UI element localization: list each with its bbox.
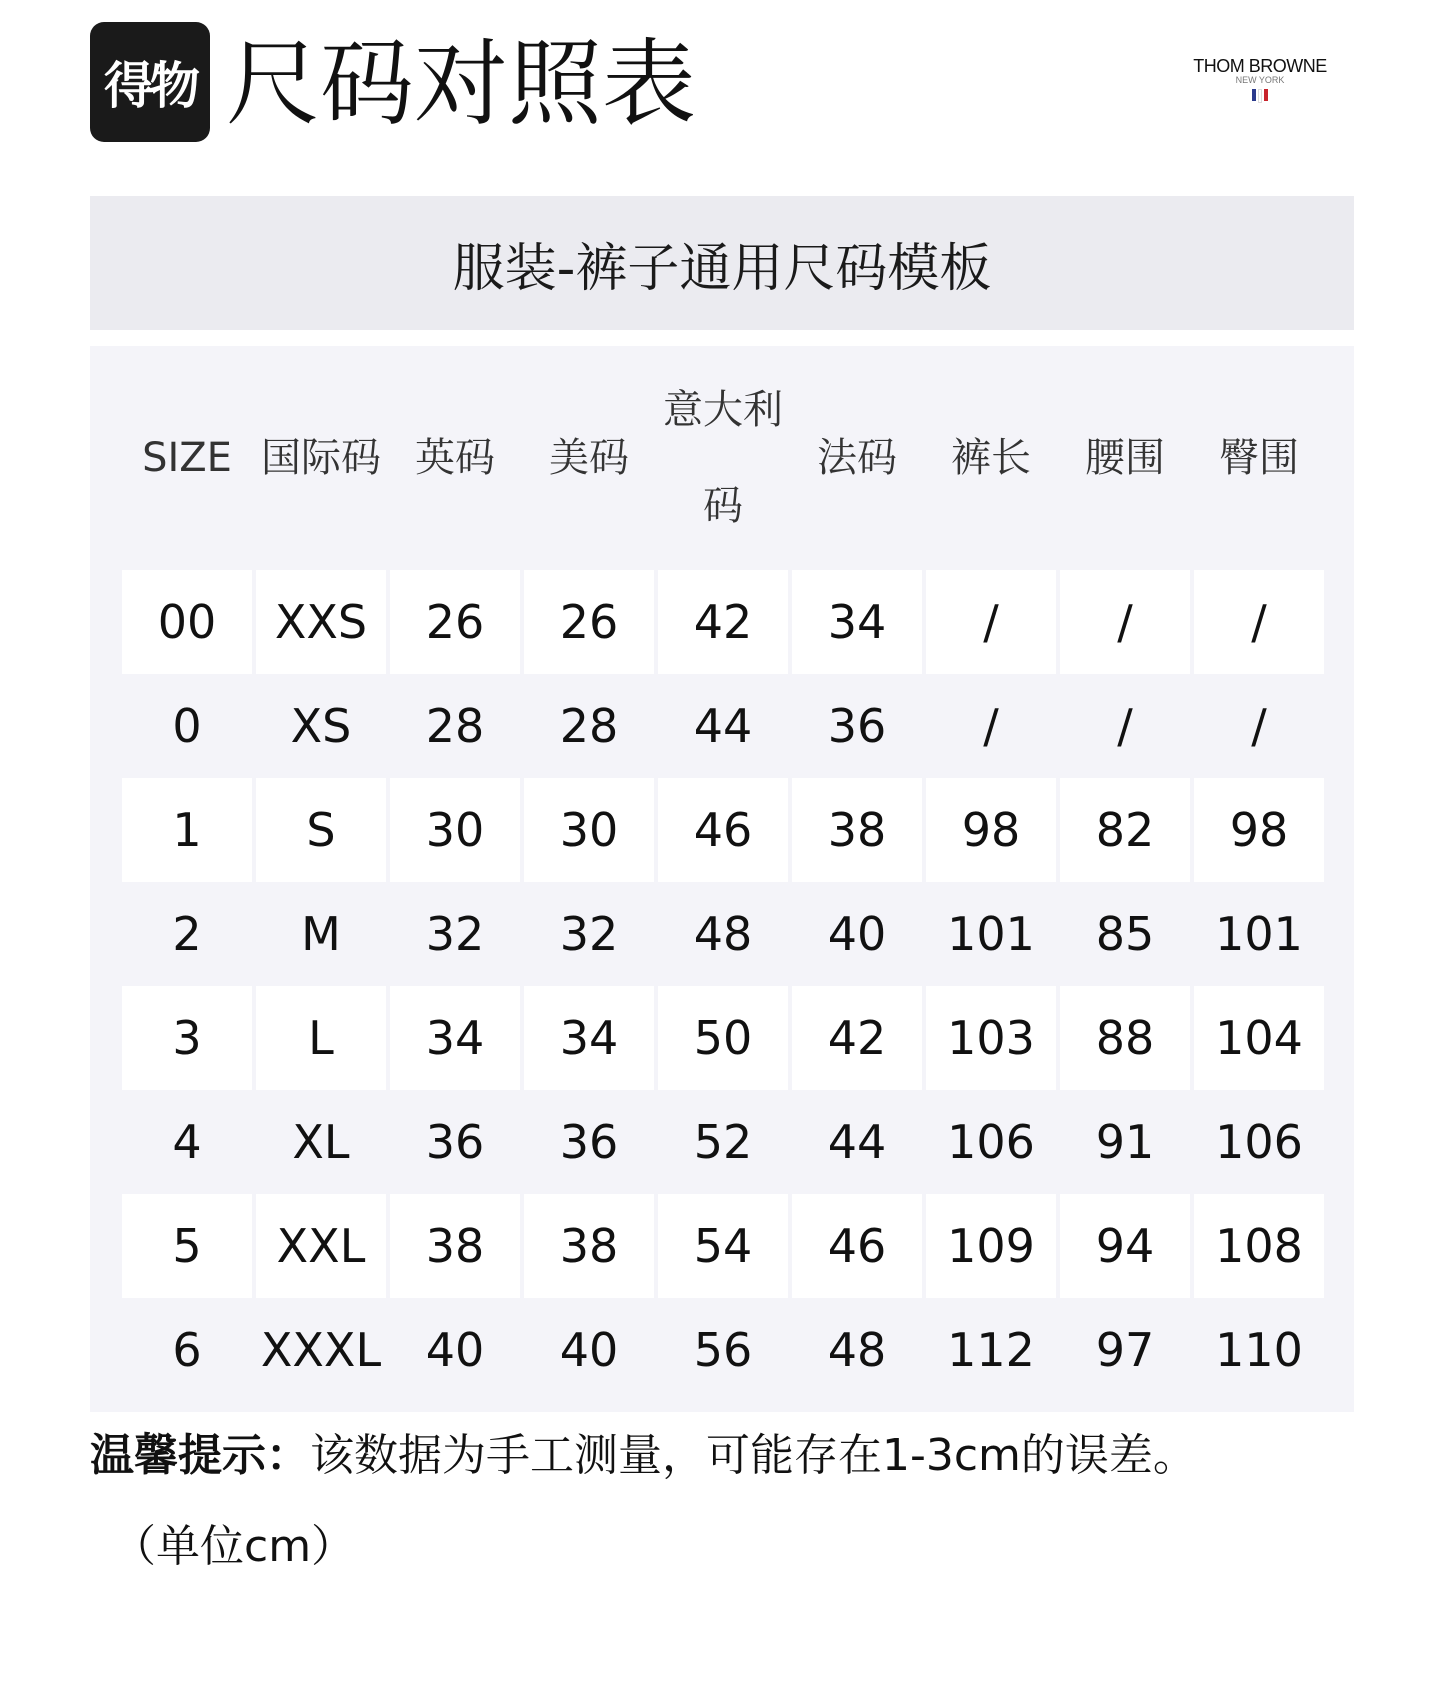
table-cell: 30 bbox=[390, 778, 520, 882]
template-title: 服装-裤子通用尺码模板 bbox=[452, 238, 992, 299]
column-header-label: 英码 bbox=[415, 435, 495, 481]
table-cell: 98 bbox=[926, 778, 1056, 882]
flag-stripes-icon bbox=[1180, 89, 1340, 103]
table-row bbox=[120, 986, 1324, 1090]
table-cell: 4 bbox=[172, 1115, 202, 1169]
table-cell: 42 bbox=[792, 986, 922, 1090]
table-cell: 82 bbox=[1060, 778, 1190, 882]
table-cell: 50 bbox=[658, 986, 788, 1090]
column-header-label: SIZE bbox=[142, 435, 232, 481]
column-header-label: 法码 bbox=[817, 435, 897, 481]
table-cell: 101 bbox=[947, 907, 1035, 961]
column-header bbox=[1060, 346, 1190, 570]
table-cell: 26 bbox=[390, 570, 520, 674]
column-header-label: 美码 bbox=[549, 435, 629, 481]
logo-text: 得物 bbox=[104, 57, 196, 115]
table-cell: XXS bbox=[256, 570, 386, 674]
table-cell: 36 bbox=[425, 1115, 485, 1169]
table-cell: 32 bbox=[559, 907, 619, 961]
table-cell: 108 bbox=[1194, 1194, 1324, 1298]
table-cell: 104 bbox=[1194, 986, 1324, 1090]
tip-text: 该数据为手工测量，可能存在1-3cm的误差。 bbox=[310, 1430, 1197, 1481]
column-header bbox=[256, 346, 386, 570]
tip-note bbox=[90, 1430, 1197, 1483]
table-cell: 54 bbox=[658, 1194, 788, 1298]
brand-name: THOM BROWNE bbox=[1193, 56, 1327, 76]
flag-stripe-blue bbox=[1252, 89, 1256, 101]
table-cell: 34 bbox=[524, 986, 654, 1090]
table-cell: 32 bbox=[425, 907, 485, 961]
column-header bbox=[658, 346, 788, 570]
table-cell: / bbox=[983, 699, 999, 753]
brand-subtitle: NEW YORK bbox=[1235, 75, 1285, 85]
table-cell: 36 bbox=[827, 699, 887, 753]
table-row bbox=[120, 1194, 1324, 1298]
table-cell: 112 bbox=[947, 1323, 1035, 1377]
table-cell: M bbox=[301, 907, 341, 961]
table-cell: 6 bbox=[172, 1323, 202, 1377]
table-header-row bbox=[90, 346, 1354, 570]
table-cell: XXL bbox=[256, 1194, 386, 1298]
table-cell: 46 bbox=[658, 778, 788, 882]
table-cell: 101 bbox=[1215, 907, 1303, 961]
table-cell: 103 bbox=[926, 986, 1056, 1090]
column-header bbox=[524, 346, 654, 570]
table-cell: 1 bbox=[122, 778, 252, 882]
column-header-label: 腰围 bbox=[1085, 435, 1165, 481]
unit-note: （单位cm） bbox=[112, 1521, 356, 1572]
table-cell: 30 bbox=[524, 778, 654, 882]
table-cell: XS bbox=[290, 699, 352, 753]
table-cell: 48 bbox=[693, 907, 753, 961]
table-cell: S bbox=[256, 778, 386, 882]
table-cell: 28 bbox=[425, 699, 485, 753]
table-cell: 0 bbox=[172, 699, 202, 753]
column-header bbox=[122, 346, 252, 570]
table-cell: 48 bbox=[827, 1323, 887, 1377]
table-cell: 38 bbox=[792, 778, 922, 882]
column-header bbox=[792, 346, 922, 570]
size-table bbox=[90, 346, 1354, 1412]
table-cell: 106 bbox=[947, 1115, 1035, 1169]
table-cell: 5 bbox=[122, 1194, 252, 1298]
table-cell: / bbox=[1117, 699, 1133, 753]
table-cell: 42 bbox=[658, 570, 788, 674]
column-header-label: 裤长 bbox=[951, 435, 1031, 481]
table-row bbox=[120, 778, 1324, 882]
column-header-label: 意大利 bbox=[663, 387, 783, 433]
column-header-label-line2: 码 bbox=[703, 483, 743, 529]
table-cell: 40 bbox=[425, 1323, 485, 1377]
table-cell: XXXL bbox=[260, 1323, 382, 1377]
table-cell: 85 bbox=[1095, 907, 1155, 961]
table-cell: 3 bbox=[122, 986, 252, 1090]
column-header-label: 国际码 bbox=[261, 435, 381, 481]
table-cell: 26 bbox=[524, 570, 654, 674]
brand-logo bbox=[1180, 56, 1340, 103]
table-cell: 94 bbox=[1060, 1194, 1190, 1298]
table-cell: 28 bbox=[559, 699, 619, 753]
table-row bbox=[120, 674, 1324, 778]
table-cell: / bbox=[1194, 570, 1324, 674]
column-header bbox=[390, 346, 520, 570]
table-cell: 44 bbox=[827, 1115, 887, 1169]
table-cell: 38 bbox=[524, 1194, 654, 1298]
table-row bbox=[120, 882, 1324, 986]
column-header bbox=[1194, 346, 1324, 570]
flag-stripe-red bbox=[1264, 89, 1268, 101]
column-header bbox=[926, 346, 1056, 570]
table-row bbox=[120, 1090, 1324, 1194]
table-cell: 40 bbox=[827, 907, 887, 961]
table-cell: / bbox=[1251, 699, 1267, 753]
page-title: 尺码对照表 bbox=[226, 30, 697, 139]
table-cell: 97 bbox=[1095, 1323, 1155, 1377]
table-cell: 109 bbox=[926, 1194, 1056, 1298]
table-cell: 91 bbox=[1095, 1115, 1155, 1169]
table-row bbox=[120, 1298, 1324, 1402]
table-cell: 56 bbox=[693, 1323, 753, 1377]
table-cell: 52 bbox=[693, 1115, 753, 1169]
dewu-logo bbox=[90, 22, 210, 142]
table-cell: L bbox=[256, 986, 386, 1090]
table-cell: 88 bbox=[1060, 986, 1190, 1090]
table-cell: 98 bbox=[1194, 778, 1324, 882]
table-cell: 46 bbox=[792, 1194, 922, 1298]
table-cell: 2 bbox=[172, 907, 202, 961]
table-cell: 34 bbox=[390, 986, 520, 1090]
table-cell: / bbox=[1060, 570, 1190, 674]
table-cell: 110 bbox=[1215, 1323, 1303, 1377]
table-cell: 36 bbox=[559, 1115, 619, 1169]
tip-label: 温馨提示： bbox=[90, 1430, 310, 1481]
table-row bbox=[120, 570, 1324, 674]
table-cell: 34 bbox=[792, 570, 922, 674]
table-cell: XL bbox=[292, 1115, 350, 1169]
table-cell: / bbox=[926, 570, 1056, 674]
column-header-label: 臀围 bbox=[1219, 435, 1299, 481]
template-title-bar bbox=[90, 196, 1354, 330]
table-cell: 44 bbox=[693, 699, 753, 753]
flag-stripe-white bbox=[1258, 89, 1262, 103]
table-cell: 106 bbox=[1215, 1115, 1303, 1169]
table-cell: 38 bbox=[390, 1194, 520, 1298]
table-cell: 40 bbox=[559, 1323, 619, 1377]
table-cell: 00 bbox=[122, 570, 252, 674]
